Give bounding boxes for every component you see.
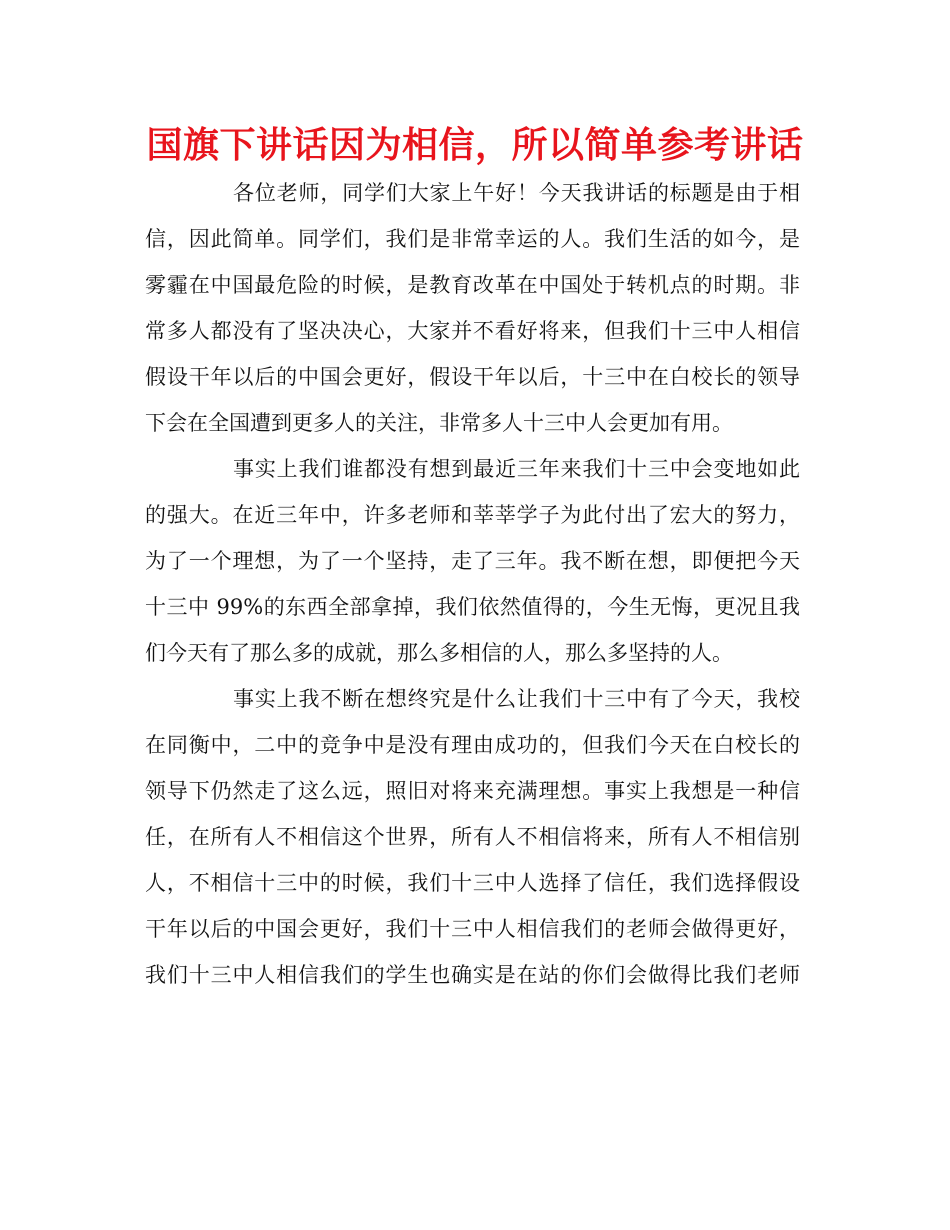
paragraph-line: 领导下仍然走了这么远，照旧对将来充满理想。事实上我想是一种信 — [145, 779, 800, 803]
paragraph-line: 事实上我不断在想终究是什么让我们十三中有了今天，我校 — [233, 687, 800, 711]
paragraph-line: 我们十三中人相信我们的学生也确实是在站的你们会做得比我们老师 — [145, 963, 800, 987]
document-body — [145, 170, 800, 998]
paragraph-line: 十三中 99%的东西全部拿掉，我们依然值得的，今生无悔，更况且我 — [145, 595, 800, 619]
paragraph-line: 们今天有了那么多的成就，那么多相信的人，那么多坚持的人。 — [145, 641, 733, 665]
paragraph-line: 干年以后的中国会更好，我们十三中人相信我们的老师会做得更好， — [145, 917, 800, 941]
paragraph — [145, 446, 800, 676]
document-title: 国旗下讲话因为相信，所以简单参考讲话 — [146, 125, 804, 166]
paragraph-line: 下会在全国遭到更多人的关注，非常多人十三中人会更加有用。 — [145, 411, 733, 435]
paragraph-line: 在同衡中，二中的竞争中是没有理由成功的，但我们今天在白校长的 — [145, 733, 800, 757]
paragraph — [145, 676, 800, 998]
paragraph-line: 假设干年以后的中国会更好，假设干年以后，十三中在白校长的领导 — [145, 365, 800, 389]
paragraph-line: 信，因此简单。同学们，我们是非常幸运的人。我们生活的如今，是 — [145, 227, 800, 251]
paragraph-line: 各位老师，同学们大家上午好！今天我讲话的标题是由于相 — [233, 181, 800, 205]
paragraph-line: 的强大。在近三年中，许多老师和莘莘学子为此付出了宏大的努力， — [145, 503, 800, 527]
paragraph-line: 常多人都没有了坚决决心，大家并不看好将来，但我们十三中人相信 — [145, 319, 800, 343]
paragraph-line: 事实上我们谁都没有想到最近三年来我们十三中会变地如此 — [233, 457, 800, 481]
paragraph-line: 为了一个理想，为了一个坚持，走了三年。我不断在想，即便把今天 — [145, 549, 800, 573]
paragraph-line: 雾霾在中国最危险的时候，是教育改革在中国处于转机点的时期。非 — [145, 273, 800, 297]
paragraph — [145, 170, 800, 446]
paragraph-line: 任，在所有人不相信这个世界，所有人不相信将来，所有人不相信别 — [145, 825, 800, 849]
paragraph-line: 人，不相信十三中的时候，我们十三中人选择了信任，我们选择假设 — [145, 871, 800, 895]
